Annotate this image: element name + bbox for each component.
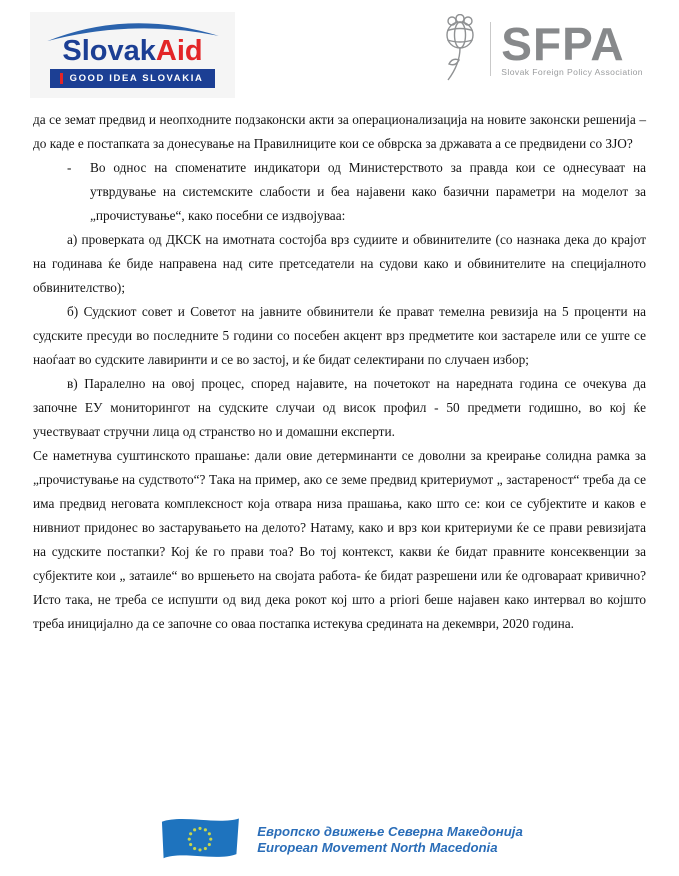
bullet-dash-marker: -	[67, 160, 72, 175]
sub-item-v: в) Паралелно на овој процес, според најавите, на почетокот на наредната година се очекува да започне ЕУ мониторингот на судските случаи од висок профил - 50 предмети годишно, во кој ќе учествуваат стручни лица од странство но и домашни експерти.	[33, 376, 646, 439]
european-movement-text	[257, 824, 523, 857]
sfpa-text-block	[501, 17, 643, 77]
red-accent-mark	[60, 73, 63, 84]
european-movement-line-mk: Европско движење Северна Македонија	[257, 823, 523, 839]
slovakaid-tagline-bar	[50, 69, 216, 88]
slovakaid-logo	[30, 12, 235, 98]
sfpa-subtitle: Slovak Foreign Policy Association	[501, 66, 643, 77]
header-logos	[0, 0, 679, 98]
closing-paragraph: Се наметнува суштинското прашање: дали овие детерминанти се доволни за креирање солидна рамка за „прочистување на судството“? Така на пример, ако се земе предвид критериумот „ застареност“ треба да се има предвид неговата комплексност која отвара низа прашања, како што се: кои се субјектите и каков е нивниот придонес во застарувањето на делото? Натаму, како и врз кои критериуми ќе се прави ревизијата на судските постапки? Кој ќе го прави тоа? Во тој контекст, какви ќе бидат правните консеквенции за субјектите кои „ затаиле“ во вршењето на својата работа- ќе бидат разрешени или ќе одговараат кривично? Исто така, не треба се испушти од вид дека рокот кој што а priori беше најавен како интервал во којшто треба иницијално да се започне со оваа постапка истекува средината на декември, 2020 година.	[33, 448, 646, 631]
eu-flag-icon	[156, 816, 244, 864]
sub-item-b: б) Судскиот совет и Советот на јавните обвинители ќе прават темелна ревизија на 5 проценти на судските пресуди во последните 5 години со посебен акцент врз предметите кои застареле или се уште се наоѓаат во судските лавиринти и се во застој, и ќе бидат селектирани по случаен избор;	[33, 304, 646, 367]
slovakaid-word-aid: Aid	[155, 35, 203, 67]
bullet-item-text: Во однос на споменатите индикатори од Министерството за правда кои се однесуваат на утврдување на системските слабости и беа најавени како базични параметри на моделот за „прочистување“, како посебни се издвојуваа:	[90, 160, 646, 223]
european-movement-line-en: European Movement North Macedonia	[257, 840, 498, 855]
slovakaid-wordmark	[62, 36, 202, 66]
paragraph-continuation: да се земат предвид и неопходните подзаконски акти за операционализација на новите законски решенија – до каде е постапката за донесување на Правилниците кои се обврска за државата а се предвидени со ЗЈО?	[33, 112, 646, 151]
document-body	[0, 98, 679, 636]
sfpa-acronym: SFPA	[501, 17, 625, 70]
sfpa-globe-icon	[438, 14, 482, 84]
footer-logo-area	[0, 816, 679, 864]
sub-item-a: а) проверката од ДКСК на имотната состојба врз судиите и обвинителите (со назнака дека до крајот на годинава ќе биде направена над сите претседатели на судови како и обвинителите на специјалното обвинителство);	[33, 232, 646, 295]
bullet-item	[67, 156, 646, 228]
logo-divider	[490, 22, 491, 76]
slovakaid-word-slovak: Slovak	[62, 35, 156, 67]
sfpa-logo	[438, 14, 643, 84]
slovakaid-tagline: GOOD IDEA SLOVAKIA	[69, 73, 204, 84]
